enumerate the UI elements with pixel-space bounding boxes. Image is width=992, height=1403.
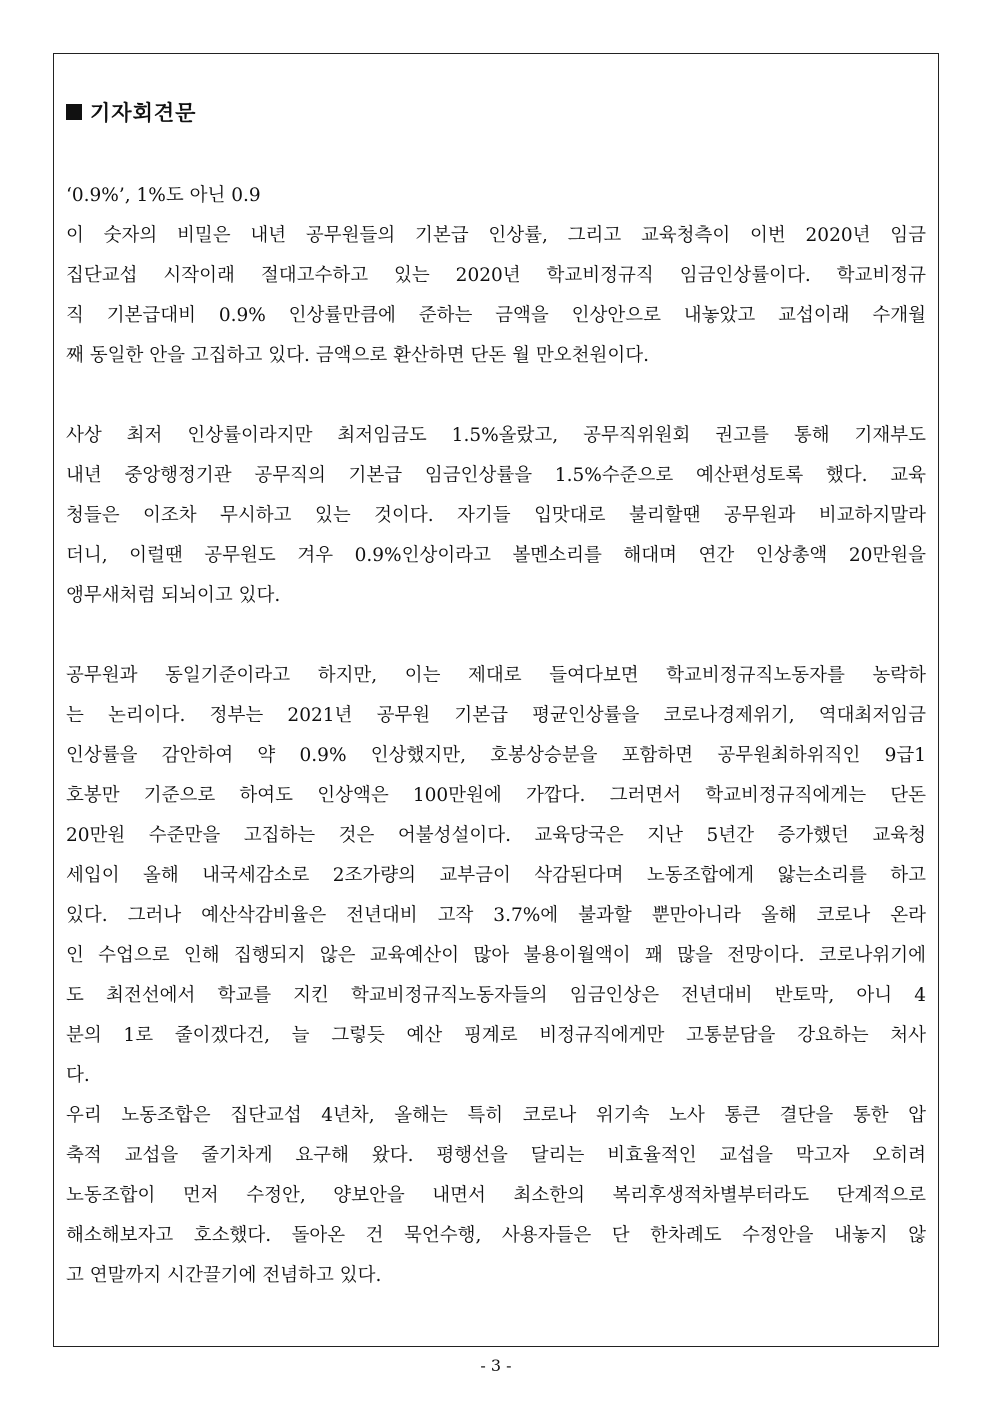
text-line: 앵무새처럼 되뇌이고 있다. — [66, 585, 281, 606]
paragraph-spacer — [66, 376, 926, 416]
page-number: - 3 - — [480, 1356, 512, 1375]
text-line: 공무원과 동일기준이라고 하지만, 이는 제대로 들여다보면 학교비정규직노동자를 농락하 — [66, 665, 926, 686]
text-line: 축적 교섭을 줄기차게 요구해 왔다. 평행선을 달리는 비효율적인 교섭을 막고자 오히려 — [66, 1145, 926, 1166]
text-line: 노동조합이 먼저 수정안, 양보안을 내면서 최소한의 복리후생적차별부터라도 단계적으로 — [66, 1185, 926, 1206]
square-bullet-icon — [66, 104, 82, 120]
text-line: 세입이 올해 내국세감소로 2조가량의 교부금이 삭감된다며 노동조합에게 앓는소리를 하고 — [66, 865, 926, 886]
text-line: 있다. 그러나 예산삭감비율은 전년대비 고작 3.7%에 불과할 뿐만아니라 올해 코로나 온라 — [66, 905, 926, 926]
text-line: 청들은 이조차 무시하고 있는 것이다. 자기들 입맛대로 불리할땐 공무원과 비교하지말라 — [66, 505, 926, 526]
paragraph — [66, 416, 926, 616]
text-line: 사상 최저 인상률이라지만 최저임금도 1.5%올랐고, 공무직위원회 권고를 통해 기재부도 — [66, 425, 926, 446]
text-line: 20만원 수준만을 고집하는 것은 어불성설이다. 교육당국은 지난 5년간 증가했던 교육청 — [66, 825, 926, 846]
text-line: 해소해보자고 호소했다. 돌아온 건 묵언수행, 사용자들은 단 한차례도 수정안을 내놓지 않 — [66, 1225, 926, 1246]
paragraph — [66, 656, 926, 1096]
text-line: 째 동일한 안을 고집하고 있다. 금액으로 환산하면 단돈 월 만오천원이다. — [66, 345, 649, 366]
paragraph-spacer — [66, 616, 926, 656]
text-line: 직 기본급대비 0.9% 인상률만큼에 준하는 금액을 인상안으로 내놓았고 교섭이래 수개월 — [66, 305, 926, 326]
text-line: 고 연말까지 시간끌기에 전념하고 있다. — [66, 1265, 382, 1286]
paragraph — [66, 1096, 926, 1296]
text-line: 분의 1로 줄이겠다건, 늘 그렇듯 예산 핑계로 비정규직에게만 고통분담을 강요하는 처사 — [66, 1025, 926, 1046]
text-line: 다. — [66, 1065, 90, 1086]
press-statement-body — [66, 176, 926, 1296]
paragraph — [66, 176, 926, 376]
text-line: 더니, 이럴땐 공무원도 겨우 0.9%인상이라고 볼멘소리를 해대며 연간 인상총액 20만원을 — [66, 545, 926, 566]
text-line: 이 숫자의 비밀은 내년 공무원들의 기본급 인상률, 그리고 교육청측이 이번 2020년 임금 — [66, 225, 926, 246]
text-line: ‘0.9%’, 1%도 아닌 0.9 — [66, 185, 261, 206]
section-heading-title: 기자회견문 — [90, 101, 197, 125]
text-line: 우리 노동조합은 집단교섭 4년차, 올해는 특히 코로나 위기속 노사 통큰 결단을 통한 압 — [66, 1105, 926, 1126]
section-heading — [66, 97, 196, 127]
text-line: 도 최전선에서 학교를 지킨 학교비정규직노동자들의 임금인상은 전년대비 반토막, 아니 4 — [66, 985, 926, 1006]
text-line: 내년 중앙행정기관 공무직의 기본급 임금인상률을 1.5%수준으로 예산편성토록 했다. 교육 — [66, 465, 926, 486]
text-line: 인상률을 감안하여 약 0.9% 인상했지만, 호봉상승분을 포함하면 공무원최하위직인 9급1 — [66, 745, 926, 766]
text-line: 집단교섭 시작이래 절대고수하고 있는 2020년 학교비정규직 임금인상률이다. 학교비정규 — [66, 265, 926, 286]
text-line: 인 수업으로 인해 집행되지 않은 교육예산이 많아 불용이월액이 꽤 많을 전망이다. 코로나위기에 — [66, 945, 926, 966]
text-line: 호봉만 기준으로 하여도 인상액은 100만원에 가깝다. 그러면서 학교비정규직에게는 단돈 — [66, 785, 926, 806]
text-line: 는 논리이다. 정부는 2021년 공무원 기본급 평균인상률을 코로나경제위기, 역대최저임금 — [66, 705, 926, 726]
